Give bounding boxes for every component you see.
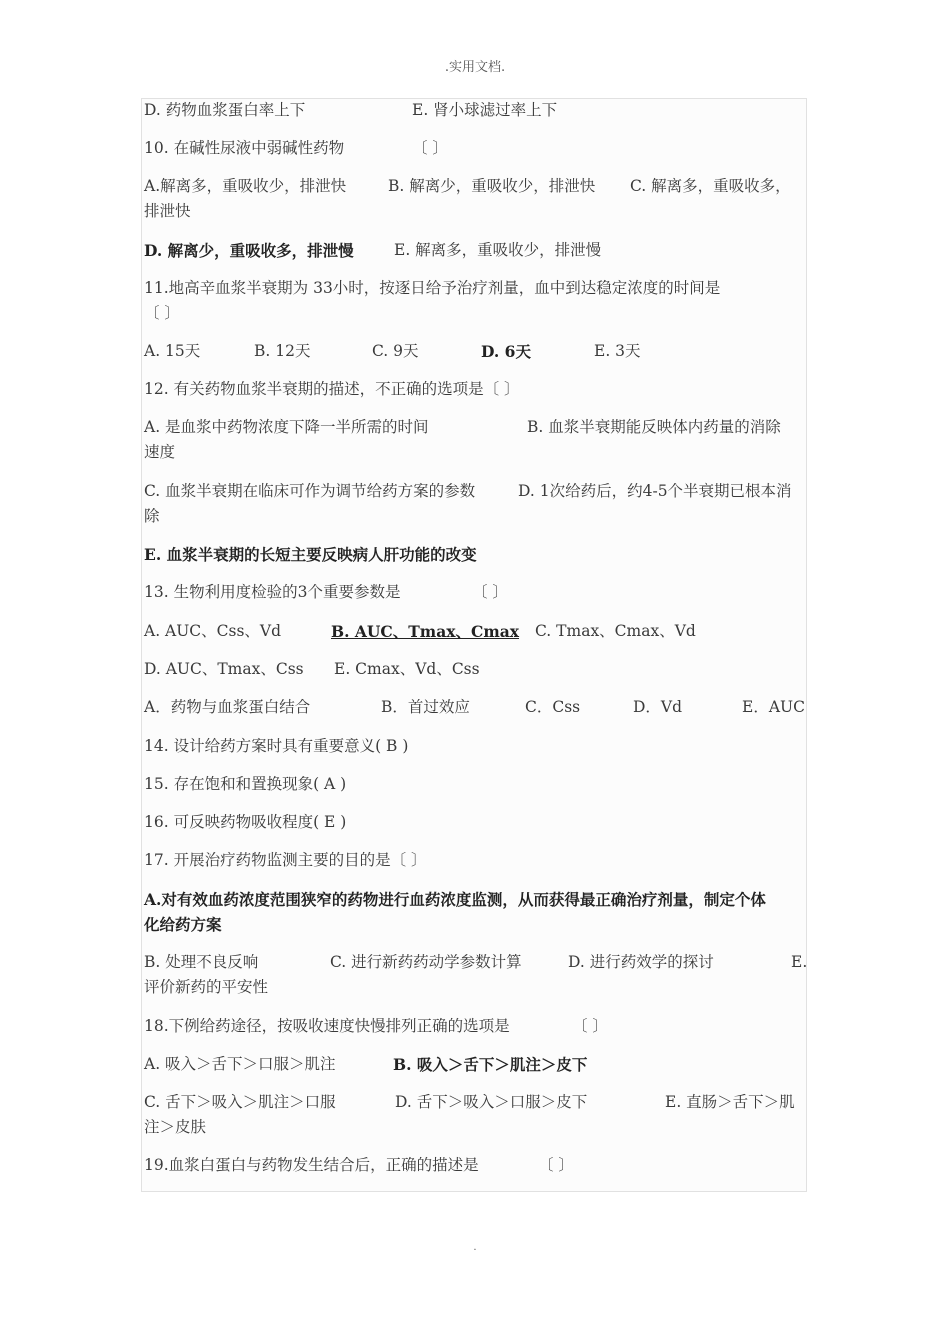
group-option-d: D．Vd [633,698,683,716]
option-d: D. 进行药效学的探讨 [568,953,714,971]
question-11: 11.地高辛血浆半衰期为 33小时，按逐日给予治疗剂量，血中到达稳定浓度的时间是 [144,279,721,297]
option-a-correct: A.对有效血药浓度范围狭窄的药物进行血药浓度监测，从而获得最正确治疗剂量，制定个体 [144,890,766,909]
option-continuation: 速度 [144,443,176,461]
option-continuation: 注＞皮肤 [144,1118,207,1136]
option-e: E. 解离多，重吸收少，排泄慢 [394,241,602,259]
option-continuation: 化给药方案 [144,915,222,934]
option-a: A. 是血浆中药物浓度下降一半所需的时间 [144,418,429,436]
answer-bracket: 〔 〕 [472,583,508,601]
option-continuation: 排泄快 [144,202,191,220]
option-e: E. 3天 [594,342,641,360]
question-text: 18.下例给药途径，按吸收速度快慢排列正确的选项是 [144,1017,510,1035]
question-text: 10. 在碱性尿液中弱碱性药物 [144,139,345,157]
option-a: A. 吸入＞舌下＞口服＞肌注 [144,1055,336,1073]
option-b-correct: B. 吸入＞舌下＞肌注＞皮下 [393,1055,588,1074]
option-c: C. 9天 [372,342,419,360]
option-continuation: 评价新药的平安性 [144,978,269,996]
answer-bracket: 〔 〕 [538,1156,574,1174]
option-a: A. 15天 [144,342,201,360]
option-b: B. 12天 [254,342,311,360]
answer-bracket: 〔 〕 [572,1017,608,1035]
option-d-correct: D. 解离少，重吸收多，排泄慢 [144,241,354,260]
option-e: E. [791,953,808,971]
option-d-correct: D. 6天 [481,342,531,361]
question-17: 17. 开展治疗药物监测主要的目的是〔 〕 [144,851,427,869]
option-c: C. 解离多，重吸收多， [630,177,791,195]
option-b-correct: B. AUC、Tmax、Cmax [331,622,520,641]
option-d: D. 舌下＞吸入＞口服＞皮下 [395,1093,588,1111]
option-d: D. 1次给药后，约4-5个半衰期已根本消 [518,482,792,500]
answer-bracket: 〔 〕 [144,304,180,322]
option-d: D. 药物血浆蛋白率上下 [144,101,306,119]
group-option-c: C．Css [525,698,581,716]
option-e: E. 直肠＞舌下＞肌 [665,1093,795,1111]
question-text: 13. 生物利用度检验的3个重要参数是 [144,583,401,601]
question-15: 15. 存在饱和和置换现象( A ) [144,775,347,793]
option-c: C. 进行新药药动学参数计算 [330,953,522,971]
question-16: 16. 可反映药物吸收程度( E ) [144,813,347,831]
group-option-e: E．AUC [742,698,805,716]
option-b: B. 解离少，重吸收少，排泄快 [388,177,596,195]
option-a: A.解离多，重吸收少，排泄快 [144,177,347,195]
group-option-a: A．药物与血浆蛋白结合 [144,698,311,716]
option-e-correct: E. 血浆半衰期的长短主要反映病人肝功能的改变 [144,545,477,564]
answer-bracket: 〔 〕 [412,139,448,157]
question-14: 14. 设计给药方案时具有重要意义( B ) [144,737,409,755]
option-c: C. Tmax、Cmax、Vd [535,622,696,640]
option-b: B. 处理不良反响 [144,953,259,971]
option-a: A. AUC、Css、Vd [144,622,282,640]
option-d: D. AUC、Tmax、Css [144,660,304,678]
option-c: C. 舌下＞吸入＞肌注＞口服 [144,1093,336,1111]
option-e: E. 肾小球滤过率上下 [412,101,558,119]
group-option-b: B．首过效应 [381,698,470,716]
option-c: C. 血浆半衰期在临床可作为调节给药方案的参数 [144,482,476,500]
option-continuation: 除 [144,507,160,525]
question-12: 12. 有关药物血浆半衰期的描述，不正确的选项是〔 〕 [144,380,520,398]
page-footer: . [473,1242,477,1253]
page-header: .实用文档. [444,60,506,75]
option-b: B. 血浆半衰期能反映体内药量的消除 [527,418,781,436]
question-text: 19.血浆白蛋白与药物发生结合后，正确的描述是 [144,1156,479,1174]
option-e: E. Cmax、Vd、Css [334,660,480,678]
